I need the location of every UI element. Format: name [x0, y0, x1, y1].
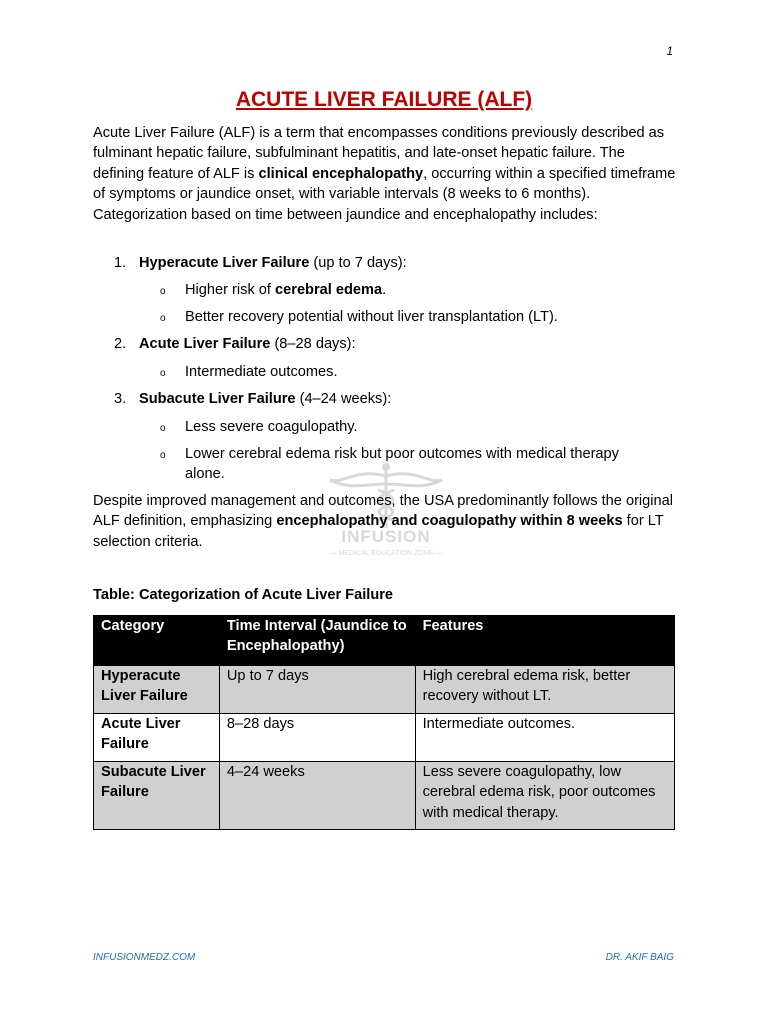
footer-author: DR. AKIF BAIG: [605, 952, 674, 963]
header-features: Features: [415, 616, 674, 666]
header-category: Category: [94, 616, 220, 666]
table-row: [94, 761, 675, 829]
table-cell: Acute Liver Failure: [94, 713, 220, 761]
list-number: 2.: [114, 336, 127, 352]
list-item-interval: (4–24 weeks):: [295, 391, 392, 407]
list-item-interval: (up to 7 days):: [309, 255, 407, 271]
table-cell: 8–28 days: [219, 713, 415, 761]
table-caption: Table: Categorization of Acute Liver Failure: [93, 587, 394, 603]
list-item-name: Hyperacute Liver Failure: [139, 255, 310, 271]
table-header-row: [94, 616, 675, 666]
table-cell: Subacute Liver Failure: [94, 761, 220, 829]
table-cell: Less severe coagulopathy, low cerebral edema risk, poor outcomes with medical therapy.: [415, 761, 674, 829]
table-cell: 4–24 weeks: [219, 761, 415, 829]
bullet-icon: o: [160, 313, 166, 324]
table-cell: Hyperacute Liver Failure: [94, 665, 220, 713]
page-title: ACUTE LIVER FAILURE (ALF): [235, 88, 533, 111]
watermark-subtitle: — MEDICAL EDUCATION ZONE —: [329, 550, 443, 557]
bullet-icon: o: [160, 286, 166, 297]
table-row: [94, 713, 675, 761]
footer-website: INFUSIONMEDZ.COM: [93, 952, 196, 963]
header-time-interval: Time Interval (Jaundice to Encephalopathy): [219, 616, 415, 666]
list-item-name: Acute Liver Failure: [139, 336, 271, 352]
list-item-name: Subacute Liver Failure: [139, 391, 296, 407]
table-cell: Intermediate outcomes.: [415, 713, 674, 761]
outro-paragraph: Despite improved management and outcomes, the USA predominantly follows the original ALF definition, emphasizing encephalopathy and coagulopathy within 8 weeks for LT selection criteria.: [93, 493, 674, 550]
table-row: [94, 665, 675, 713]
bullet-icon: o: [160, 450, 166, 461]
page-number: 1: [666, 44, 673, 58]
watermark-word: INFUSION: [341, 527, 431, 546]
list-item-interval: (8–28 days):: [270, 336, 356, 352]
bullet-icon: o: [160, 368, 166, 379]
list-number: 1.: [114, 255, 127, 271]
list-number: 3.: [114, 391, 127, 407]
table-cell: High cerebral edema risk, better recovery without LT.: [415, 665, 674, 713]
intro-paragraph: Acute Liver Failure (ALF) is a term that encompasses conditions previously described as fulminant hepatic failure, subfulminant hepatitis, and late-onset hepatic failure. The defining feature of ALF is clinical encephalopathy, occurring within a specified timeframe of symptoms or jaundice onset, with variable intervals (8 weeks to 6 months). Categorization based on time between jaundice and encephalopathy includes:: [93, 125, 676, 223]
table-cell: Up to 7 days: [219, 665, 415, 713]
categorization-table: [93, 615, 675, 830]
bullet-icon: o: [160, 423, 166, 434]
